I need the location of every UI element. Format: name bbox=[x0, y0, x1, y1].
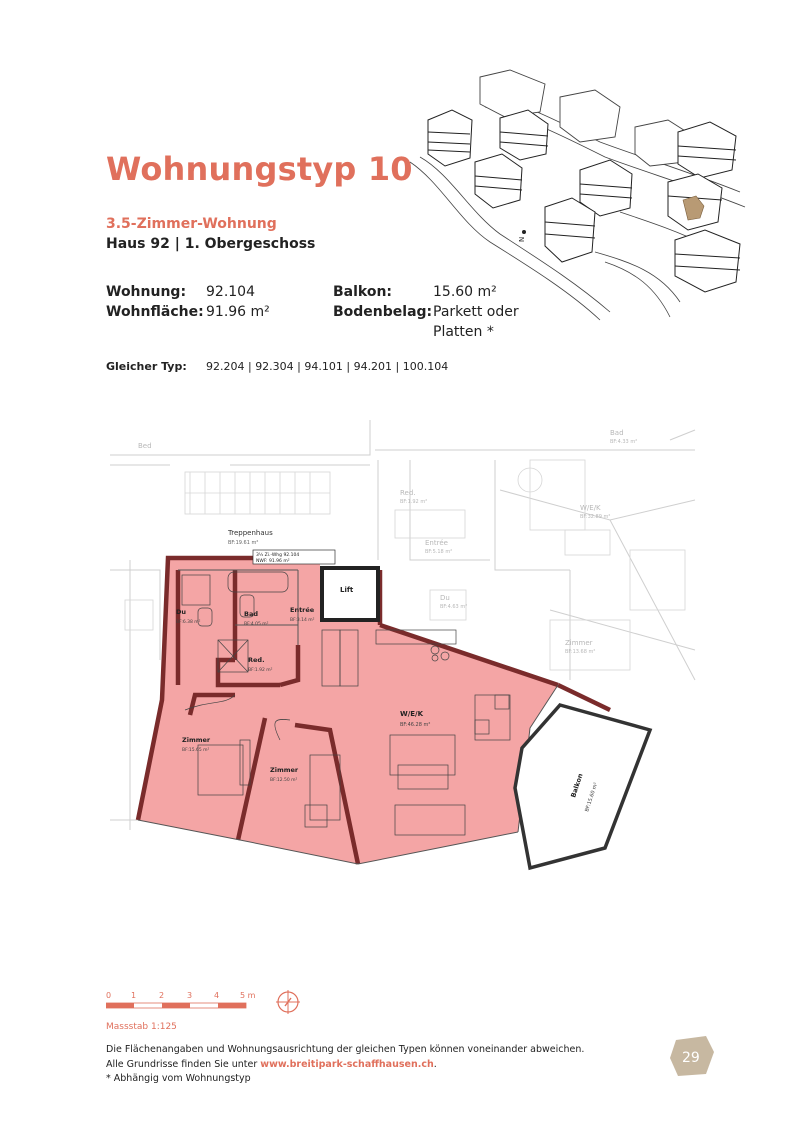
footer-line-2-end: . bbox=[433, 1058, 437, 1070]
apartment-type: 3.5-Zimmer-Wohnung bbox=[106, 216, 277, 232]
balkon-room-label: Balkon bbox=[569, 772, 585, 799]
lift-label: Lift bbox=[340, 586, 354, 594]
zimmer2-label: Zimmer bbox=[270, 766, 299, 774]
bad-label: Bad bbox=[244, 610, 258, 618]
entree-label: Entrée bbox=[290, 606, 315, 614]
bodenbelag-value-1: Parkett oder bbox=[433, 304, 519, 320]
ghost-wek-area: BF:32.89 m² bbox=[580, 514, 611, 520]
treppenhaus-area: BF:19.61 m² bbox=[228, 540, 259, 546]
floor-name: 1. Obergeschoss bbox=[184, 236, 316, 252]
treppenhaus-label: Treppenhaus bbox=[228, 529, 273, 537]
ghost-du-area: BF:4.63 m² bbox=[440, 604, 468, 610]
page-title: Wohnungstyp 10 bbox=[106, 150, 413, 188]
scale-tick-0: 0 bbox=[106, 991, 112, 1000]
separator: | bbox=[174, 236, 180, 252]
wohnflaeche-label: Wohnfläche: bbox=[106, 304, 204, 320]
scale-tick-3: 3 bbox=[187, 991, 193, 1000]
page-number-badge bbox=[670, 1036, 714, 1076]
zimmer1-area: BF:15.65 m² bbox=[182, 748, 210, 753]
footer-line-3: * Abhängig vom Wohnungstyp bbox=[106, 1073, 251, 1084]
scale-tick-5: 5 m bbox=[240, 991, 256, 1000]
north-icon bbox=[522, 230, 526, 234]
bodenbelag-value-2: Platten * bbox=[433, 324, 494, 340]
footer-line-2-text: Alle Grundrisse finden Sie unter bbox=[106, 1058, 261, 1070]
ghost-zimmer-area: BF:13.68 m² bbox=[565, 649, 596, 655]
wohnflaeche-value: 91.96 m² bbox=[206, 304, 270, 320]
wohnung-label: Wohnung: bbox=[106, 284, 187, 300]
wek-label: W/E/K bbox=[400, 710, 424, 718]
wohnung-value: 92.104 bbox=[206, 284, 255, 300]
ghost-wek-label: W/E/K bbox=[580, 504, 601, 512]
scale-bar bbox=[106, 990, 316, 1024]
building-floor bbox=[106, 236, 315, 252]
website-link[interactable]: www.breitipark-schaffhausen.ch bbox=[260, 1058, 434, 1070]
gleicher-typ-list: 92.204 | 92.304 | 94.101 | 94.201 | 100.104 bbox=[206, 360, 449, 373]
red-area: BF:1.92 m² bbox=[248, 668, 273, 673]
scale-tick-4: 4 bbox=[214, 991, 220, 1000]
ghost-entree-area: BF:5.18 m² bbox=[425, 549, 453, 555]
entree-area: BF:3.14 m² bbox=[290, 618, 315, 623]
ghost-bed-label: Bed bbox=[138, 442, 152, 450]
wek-area: BF:46.28 m² bbox=[400, 722, 431, 728]
north-label: N bbox=[518, 236, 526, 242]
bad-area: BF:4.05 m² bbox=[244, 622, 269, 627]
site-plan bbox=[400, 62, 760, 324]
balcony bbox=[515, 705, 650, 868]
balkon-label: Balkon: bbox=[333, 284, 393, 300]
ghost-zimmer-label: Zimmer bbox=[565, 639, 593, 647]
zimmer2-area: BF:12.50 m² bbox=[270, 778, 298, 783]
unit-tag-line-1: 3½ Zi.-Whg 92.104 bbox=[256, 553, 300, 558]
ghost-red-area: BF:1.92 m² bbox=[400, 499, 428, 505]
floor-plan bbox=[110, 420, 700, 880]
du-area: BF:6.38 m² bbox=[176, 620, 201, 625]
building-number: Haus 92 bbox=[106, 236, 170, 252]
balkon-room-area: BF:15.60 m² bbox=[584, 781, 600, 813]
page-number: 29 bbox=[682, 1050, 700, 1066]
footer-line-1: Die Flächenangaben und Wohnungsausrichtung der gleichen Typen können voneinander abweichen. bbox=[106, 1044, 585, 1055]
ghost-bad-area: BF:4.33 m² bbox=[610, 439, 638, 445]
zimmer1-label: Zimmer bbox=[182, 736, 211, 744]
ghost-du-label: Du bbox=[440, 594, 450, 602]
unit-tag-line-2: NWF: 91.96 m² bbox=[256, 559, 290, 564]
footer-notes bbox=[106, 1043, 626, 1087]
north-arrow-icon bbox=[276, 990, 300, 1014]
footer-line-2 bbox=[106, 1058, 626, 1073]
du-label: Du bbox=[176, 608, 187, 616]
scale-tick-1: 1 bbox=[131, 991, 137, 1000]
scale-label: Massstab 1:125 bbox=[106, 1022, 177, 1032]
lift-shaft bbox=[322, 568, 378, 620]
balkon-value: 15.60 m² bbox=[433, 284, 497, 300]
bodenbelag-label: Bodenbelag: bbox=[333, 304, 433, 320]
scale-tick-2: 2 bbox=[159, 991, 165, 1000]
gleicher-typ-label: Gleicher Typ: bbox=[106, 360, 187, 373]
ghost-red-label: Red. bbox=[400, 489, 416, 497]
red-label: Red. bbox=[248, 656, 265, 664]
ghost-entree-label: Entrée bbox=[425, 539, 448, 547]
ghost-bad-label: Bad bbox=[610, 429, 624, 437]
